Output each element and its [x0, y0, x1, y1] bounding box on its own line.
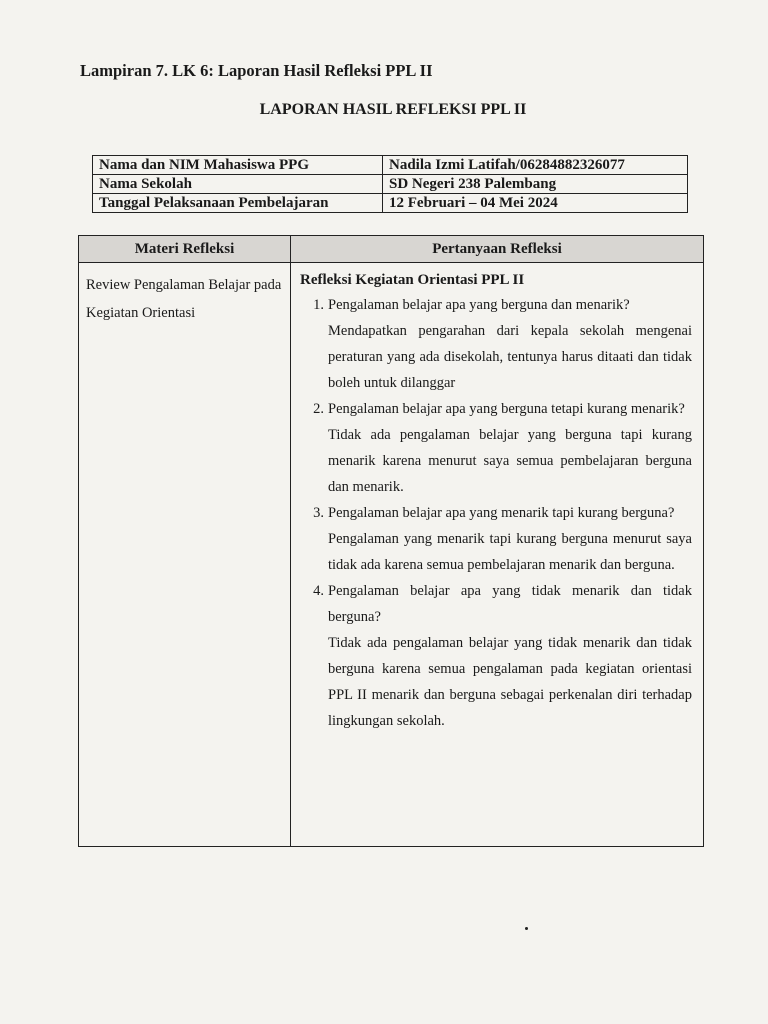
- table-row: [93, 156, 688, 175]
- table-row: [93, 175, 688, 194]
- question-number: 3.: [313, 505, 324, 521]
- question-text: Pengalaman belajar apa yang berguna dan menarik?: [328, 297, 630, 313]
- student-label: Nama dan NIM Mahasiswa PPG: [93, 156, 383, 175]
- reflection-table: [78, 235, 704, 847]
- attachment-title: Lampiran 7. LK 6: Laporan Hasil Refleksi PPL II: [80, 61, 433, 80]
- pertanyaan-header: Pertanyaan Refleksi: [291, 236, 704, 263]
- question-number: 1.: [313, 297, 324, 313]
- table-row: [79, 263, 704, 847]
- answer-text: Tidak ada pengalaman belajar yang berguna tapi kurang menarik karena menurut saya semua pembelajaran berguna dan menarik.: [328, 427, 692, 495]
- question-text: Pengalaman belajar apa yang berguna tetapi kurang menarik?: [328, 401, 685, 417]
- list-item: [300, 500, 692, 578]
- document-title: LAPORAN HASIL REFLEKSI PPL II: [259, 101, 527, 118]
- question-number: 4.: [313, 583, 324, 599]
- school-label: Nama Sekolah: [93, 175, 383, 194]
- question-text: Pengalaman belajar apa yang menarik tapi kurang berguna?: [328, 505, 675, 521]
- list-item: [300, 292, 692, 396]
- questions-cell: [291, 263, 704, 847]
- answer-text: Pengalaman yang menarik tapi kurang berguna menurut saya tidak ada karena semua pembelajaran menarik dan berguna.: [328, 531, 692, 573]
- materi-header: Materi Refleksi: [79, 236, 291, 263]
- section-heading: Refleksi Kegiatan Orientasi PPL II: [300, 272, 525, 288]
- student-value: Nadila Izmi Latifah/06284882326077: [383, 156, 688, 175]
- table-header-row: [79, 236, 704, 263]
- identity-table: [92, 155, 688, 213]
- date-label: Tanggal Pelaksanaan Pembelajaran: [93, 194, 383, 213]
- date-value: 12 Februari – 04 Mei 2024: [383, 194, 688, 213]
- materi-cell: [79, 263, 291, 847]
- school-value: SD Negeri 238 Palembang: [383, 175, 688, 194]
- table-row: [93, 194, 688, 213]
- materi-text: Review Pengalaman Belajar pada Kegiatan Orientasi: [86, 277, 282, 321]
- question-number: 2.: [313, 401, 324, 417]
- answer-text: Tidak ada pengalaman belajar yang tidak menarik dan tidak berguna karena semua pengalaman pada kegiatan orientasi PPL II menarik dan berguna sebagai perkenalan diri terhadap lingkungan sekolah.: [328, 635, 692, 729]
- list-item: [300, 396, 692, 500]
- ink-speck: [525, 927, 528, 930]
- questions-list: [292, 264, 702, 734]
- list-item: [300, 578, 692, 734]
- question-text: Pengalaman belajar apa yang tidak menarik dan tidak berguna?: [328, 583, 692, 625]
- answer-text: Mendapatkan pengarahan dari kepala sekolah mengenai peraturan yang ada disekolah, tentunya harus ditaati dan tidak boleh untuk dilanggar: [328, 323, 692, 391]
